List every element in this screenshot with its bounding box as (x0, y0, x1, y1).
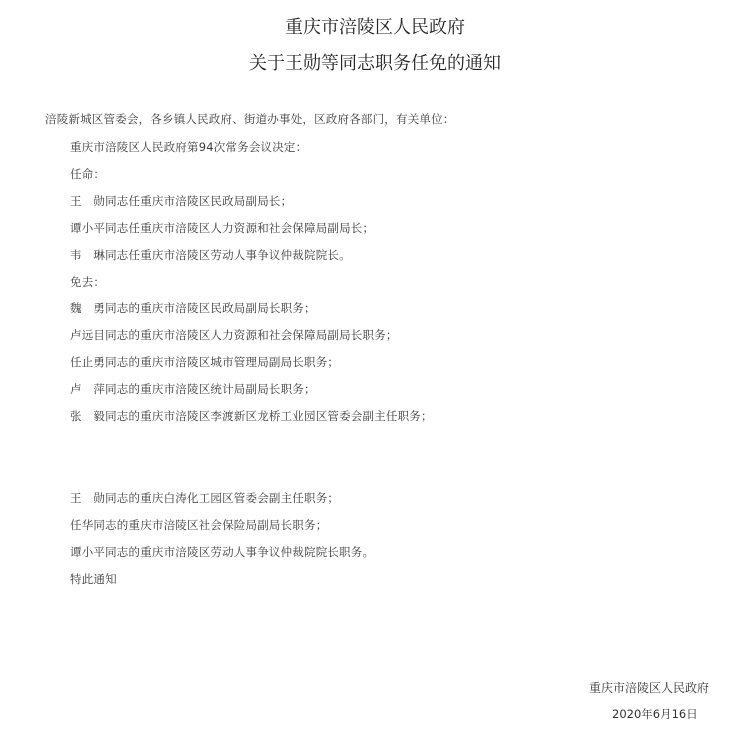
dismissal-item: 卢 萍同志的重庆市涪陵区统计局副局长职务； (70, 382, 316, 396)
document-title-line2: 关于王勋等同志职务任免的通知 (249, 53, 501, 74)
dismissal-item: 王 勋同志的重庆白涛化工园区管委会副主任职务； (70, 491, 340, 505)
dismissal-item: 谭小平同志的重庆市涪陵区劳动人事争议仲裁院院长职务。 (70, 545, 375, 559)
dismissal-item: 张 毅同志的重庆市涪陵区李渡新区龙桥工业园区管委会副主任职务； (70, 409, 433, 423)
document-title-line1: 重庆市涪陵区人民政府 (285, 17, 465, 38)
signature-date: 2020年6月16日 (612, 707, 698, 721)
appoint-heading: 任命： (70, 167, 106, 181)
appointment-item: 王 勋同志任重庆市涪陵区民政局副局长； (70, 194, 293, 208)
appointment-item: 谭小平同志任重庆市涪陵区人力资源和社会保障局副局长； (70, 221, 375, 235)
dismissal-item: 任止勇同志的重庆市涪陵区城市管理局副局长职务； (70, 355, 340, 369)
dismissal-item: 魏 勇同志的重庆市涪陵区民政局副局长职务； (70, 301, 316, 315)
closing-statement: 特此通知 (70, 572, 117, 586)
decision-statement: 重庆市涪陵区人民政府第94次常务会议决定： (70, 140, 308, 154)
dismiss-heading: 免去： (70, 275, 106, 289)
addressee: 涪陵新城区管委会，各乡镇人民政府、街道办事处，区政府各部门，有关单位： (45, 112, 455, 126)
appointment-item: 韦 琳同志任重庆市涪陵区劳动人事争议仲裁院院长。 (70, 248, 351, 262)
dismissal-item: 任华同志的重庆市涪陵区社会保险局副局长职务； (70, 518, 328, 532)
signature-organization: 重庆市涪陵区人民政府 (589, 681, 710, 695)
dismissal-item: 卢远目同志的重庆市涪陵区人力资源和社会保障局副局长职务； (70, 328, 398, 342)
